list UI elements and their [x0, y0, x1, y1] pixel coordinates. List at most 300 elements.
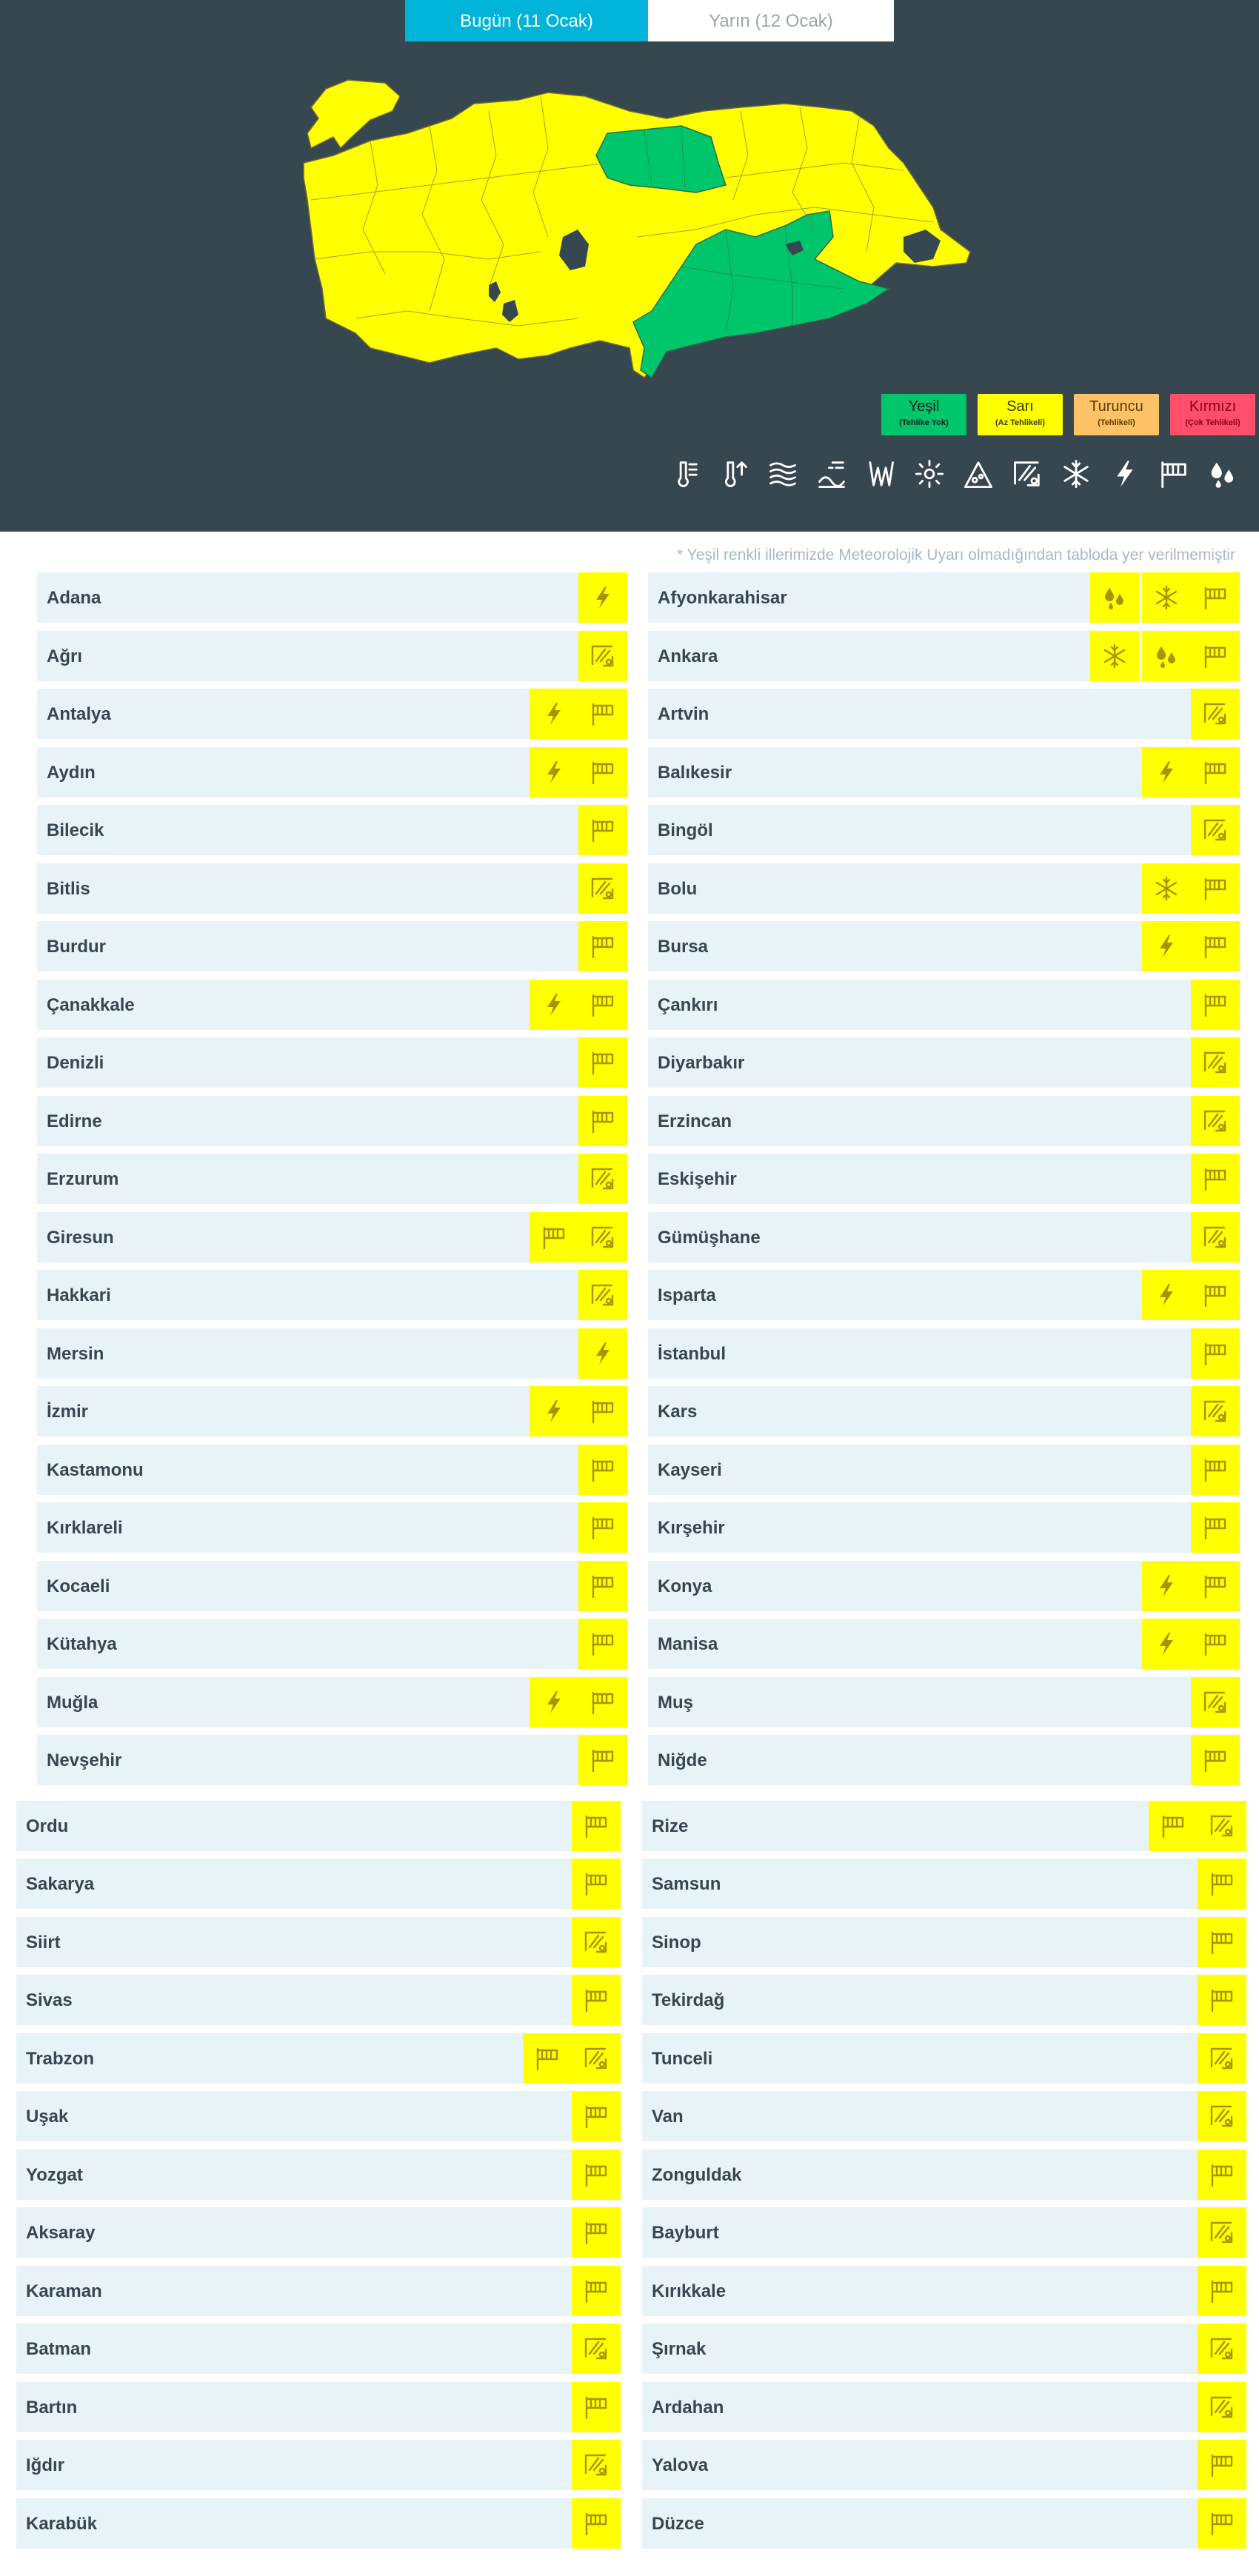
thunderstorm-icon[interactable] — [530, 1386, 578, 1436]
province-row[interactable] — [37, 1270, 627, 1320]
province-warning-icons — [1198, 1975, 1246, 2025]
dust-icon[interactable] — [915, 459, 947, 496]
snowflake-icon[interactable] — [1090, 631, 1139, 681]
province-name: Bursa — [658, 937, 709, 957]
province-row[interactable] — [648, 1502, 1240, 1553]
province-name: Şırnak — [652, 2339, 707, 2359]
wind-icon[interactable] — [1191, 1328, 1240, 1379]
province-row[interactable] — [648, 572, 1240, 623]
province-name: Bitlis — [47, 878, 90, 899]
legend-label: Kırmızı — [1189, 398, 1237, 415]
province-warning-icons — [527, 689, 627, 739]
header-panel — [0, 0, 1259, 532]
province-name: Rize — [652, 1816, 689, 1836]
thunderstorm-icon[interactable] — [1142, 1619, 1191, 1669]
wind-icon[interactable] — [578, 1677, 627, 1727]
wind-icon[interactable] — [578, 921, 627, 971]
province-warning-icons — [1198, 2207, 1246, 2258]
snowflake-icon[interactable] — [1142, 572, 1191, 623]
province-warning-icons — [578, 1561, 627, 1611]
province-name: Kocaeli — [47, 1576, 110, 1596]
turkey-warning-map[interactable] — [281, 67, 1007, 392]
snowflake-icon[interactable] — [1142, 863, 1191, 914]
rain-icon[interactable] — [1208, 459, 1240, 496]
province-name: İstanbul — [658, 1343, 727, 1364]
province-row[interactable] — [37, 980, 627, 1030]
thunderstorm-icon[interactable] — [578, 572, 627, 623]
province-warning-icons — [572, 1859, 621, 1909]
province-name: Hakkari — [47, 1285, 111, 1305]
wind-icon[interactable] — [1198, 2266, 1246, 2316]
province-row[interactable] — [16, 2033, 621, 2084]
province-name: Edirne — [47, 1111, 102, 1131]
province-warning-icons — [578, 1735, 627, 1785]
province-name: Nevşehir — [47, 1750, 122, 1770]
province-warning-icons — [1191, 1328, 1240, 1379]
province-name: Iğdır — [26, 2455, 64, 2475]
province-warning-icons — [572, 1917, 621, 1967]
province-row[interactable] — [648, 1328, 1240, 1379]
province-row[interactable] — [16, 2207, 621, 2258]
province-warning-icons — [1191, 805, 1240, 855]
province-row[interactable] — [648, 1677, 1240, 1727]
wind-icon[interactable] — [1159, 459, 1192, 496]
province-row[interactable] — [648, 689, 1240, 739]
province-warning-icons — [1191, 1212, 1240, 1262]
wind-icon[interactable] — [572, 2150, 621, 2200]
province-name: Manisa — [658, 1634, 718, 1654]
province-warning-icons — [1087, 631, 1240, 681]
wind-icon[interactable] — [578, 1096, 627, 1146]
snow-melt-icon[interactable] — [1198, 2033, 1246, 2084]
province-row[interactable] — [648, 980, 1240, 1030]
wind-icon[interactable] — [1198, 2498, 1246, 2549]
thunderstorm-icon[interactable] — [530, 689, 578, 739]
wind-icon[interactable] — [1191, 1735, 1240, 1785]
province-name: Afyonkarahisar — [658, 588, 787, 608]
wind-icon[interactable] — [572, 2091, 621, 2141]
thunderstorm-icon[interactable] — [1142, 1270, 1191, 1320]
province-name: Eskişehir — [658, 1169, 737, 1189]
province-name: Samsun — [652, 1874, 721, 1894]
province-name: Diyarbakır — [658, 1053, 745, 1073]
snow-melt-icon[interactable] — [1198, 2382, 1246, 2432]
province-row[interactable] — [16, 1801, 621, 1851]
province-warning-icons — [572, 2266, 621, 2316]
province-row[interactable] — [648, 1212, 1240, 1262]
province-row[interactable] — [642, 2440, 1246, 2490]
wind-icon[interactable] — [1198, 1859, 1246, 1909]
province-warning-icons — [572, 2440, 621, 2490]
province-name: Balıkesir — [658, 762, 732, 783]
province-row[interactable] — [648, 1096, 1240, 1146]
province-row[interactable] — [16, 2266, 621, 2316]
snow-melt-icon[interactable] — [1191, 1037, 1240, 1088]
province-name: Ordu — [26, 1816, 69, 1836]
tab-tomorrow[interactable]: Yarın (12 Ocak) — [648, 0, 894, 41]
rain-icon[interactable] — [1142, 631, 1191, 681]
wind-icon[interactable] — [1191, 572, 1240, 623]
province-row[interactable] — [16, 2440, 621, 2490]
province-name: Van — [652, 2107, 684, 2127]
province-warning-icons — [578, 863, 627, 914]
province-warning-icons — [1191, 1735, 1240, 1785]
province-row[interactable] — [37, 1328, 627, 1379]
province-row[interactable] — [16, 1859, 621, 1909]
province-row[interactable] — [37, 1561, 627, 1611]
wind-icon[interactable] — [1191, 1154, 1240, 1204]
province-name: Tunceli — [652, 2048, 713, 2069]
province-warning-icons — [1139, 1561, 1240, 1611]
province-warning-icons — [1191, 689, 1240, 739]
province-warning-icons — [1191, 1677, 1240, 1727]
province-warning-icons — [527, 980, 627, 1030]
wind-icon[interactable] — [1191, 747, 1240, 797]
province-row[interactable] — [16, 1975, 621, 2025]
wind-icon[interactable] — [578, 980, 627, 1030]
province-warning-icons — [578, 1619, 627, 1669]
wind-icon[interactable] — [1191, 1270, 1240, 1320]
province-warning-icons — [572, 2382, 621, 2432]
snow-melt-icon[interactable] — [1191, 1677, 1240, 1727]
province-name: Yalova — [652, 2455, 709, 2475]
province-row[interactable] — [648, 1561, 1240, 1611]
province-row[interactable] — [648, 1270, 1240, 1320]
province-row[interactable] — [16, 1917, 621, 1967]
province-warning-icons — [578, 1502, 627, 1553]
province-warning-icons — [578, 572, 627, 623]
province-row[interactable] — [16, 2382, 621, 2432]
province-row[interactable] — [642, 2091, 1246, 2141]
province-warning-icons — [527, 1212, 627, 1262]
avalanche-icon[interactable] — [964, 459, 996, 496]
snow-melt-icon[interactable] — [1198, 2207, 1246, 2258]
province-row[interactable] — [648, 631, 1240, 681]
thunderstorm-icon[interactable] — [1142, 747, 1191, 797]
province-name: Kütahya — [47, 1634, 117, 1654]
province-row[interactable] — [37, 1677, 627, 1727]
province-row[interactable] — [37, 1037, 627, 1088]
thunderstorm-icon[interactable] — [530, 747, 578, 797]
province-name: Gümüşhane — [658, 1227, 761, 1248]
wind-icon[interactable] — [578, 689, 627, 739]
province-name: Bingöl — [658, 820, 713, 840]
province-name: Trabzon — [26, 2048, 95, 2069]
province-name: Kars — [658, 1402, 698, 1422]
province-warning-icons — [1198, 1859, 1246, 1909]
province-name: Burdur — [47, 937, 106, 957]
province-name: Artvin — [658, 704, 709, 724]
thunderstorm-icon[interactable] — [1142, 921, 1191, 971]
wind-icon[interactable] — [578, 1037, 627, 1088]
wind-icon[interactable] — [572, 1801, 621, 1851]
snow-melt-icon[interactable] — [1191, 1212, 1240, 1262]
province-warning-icons — [1139, 747, 1240, 797]
province-warning-icons — [572, 2091, 621, 2141]
province-name: Uşak — [26, 2107, 69, 2127]
fog-icon[interactable] — [768, 459, 801, 496]
province-row[interactable] — [37, 1619, 627, 1669]
wind-icon[interactable] — [578, 747, 627, 797]
province-row[interactable] — [648, 747, 1240, 797]
snow-melt-icon[interactable] — [572, 1917, 621, 1967]
province-name: Niğde — [658, 1750, 707, 1770]
thunderstorm-icon[interactable] — [1110, 459, 1143, 496]
snow-melt-icon[interactable] — [1191, 1386, 1240, 1436]
province-name: Batman — [26, 2339, 92, 2359]
wind-icon[interactable] — [1191, 980, 1240, 1030]
province-warning-icons — [520, 2033, 621, 2084]
wind-icon[interactable] — [523, 2033, 572, 2084]
snow-melt-icon[interactable] — [1012, 459, 1045, 496]
province-warning-icons — [572, 1801, 621, 1851]
province-row[interactable] — [37, 1154, 627, 1204]
snow-melt-icon[interactable] — [1198, 2324, 1246, 2374]
province-name: Sivas — [26, 1990, 73, 2010]
province-row[interactable] — [642, 1859, 1246, 1909]
thunderstorm-icon[interactable] — [530, 980, 578, 1030]
province-row[interactable] — [642, 1975, 1246, 2025]
wind-icon[interactable] — [1198, 1917, 1246, 1967]
province-warning-icons — [578, 921, 627, 971]
province-row[interactable] — [37, 747, 627, 797]
province-row[interactable] — [642, 1917, 1246, 1967]
province-row[interactable] — [642, 2207, 1246, 2258]
province-name: Isparta — [658, 1285, 716, 1305]
wind-icon[interactable] — [572, 2207, 621, 2258]
hot-thermometer-icon[interactable] — [670, 459, 703, 496]
wind-icon[interactable] — [530, 1212, 578, 1262]
province-warning-icons — [1198, 2324, 1246, 2374]
province-name: Muğla — [47, 1692, 98, 1713]
province-name: Bartın — [26, 2397, 78, 2418]
snow-melt-icon[interactable] — [578, 1212, 627, 1262]
province-row[interactable] — [16, 2091, 621, 2141]
province-row[interactable] — [642, 1801, 1246, 1851]
province-name: Muş — [658, 1692, 693, 1713]
province-warning-icons — [578, 631, 627, 681]
frost-icon[interactable] — [866, 459, 898, 496]
wind-icon[interactable] — [578, 1502, 627, 1553]
province-warning-icons — [572, 2207, 621, 2258]
wind-icon[interactable] — [578, 1619, 627, 1669]
snow-melt-icon[interactable] — [1198, 2091, 1246, 2141]
province-name: Karaman — [26, 2281, 102, 2301]
province-warning-icons — [1139, 1619, 1240, 1669]
province-name: Kastamonu — [47, 1459, 144, 1480]
legend-orange — [1074, 394, 1159, 435]
province-row[interactable] — [37, 805, 627, 855]
wind-icon[interactable] — [1191, 1445, 1240, 1495]
province-warning-icons — [1191, 1154, 1240, 1204]
province-name: Sinop — [652, 1932, 701, 1953]
wind-icon[interactable] — [572, 1975, 621, 2025]
province-row[interactable] — [648, 1735, 1240, 1785]
footnote: * Yeşil renkli illerimizde Meteorolojik Uyarı olmadığından tabloda yer verilmemiştir — [677, 546, 1235, 563]
snow-melt-icon[interactable] — [578, 631, 627, 681]
province-row[interactable] — [16, 2498, 621, 2549]
cold-thermometer-icon[interactable] — [719, 459, 752, 496]
province-name: Çankırı — [658, 994, 718, 1015]
legend-label: Sarı — [1006, 398, 1034, 415]
thunderstorm-icon[interactable] — [530, 1677, 578, 1727]
legend-sub: (Tehlike Yok) — [899, 418, 949, 427]
legend-yellow — [978, 394, 1063, 435]
thunderstorm-icon[interactable] — [1142, 1561, 1191, 1611]
province-name: Yozgat — [26, 2164, 83, 2185]
wind-icon[interactable] — [572, 2498, 621, 2549]
province-name: Çanakkale — [47, 994, 135, 1015]
province-row[interactable] — [642, 2150, 1246, 2200]
province-name: Denizli — [47, 1053, 104, 1073]
province-name: Ağrı — [47, 646, 82, 666]
rain-icon[interactable] — [1090, 572, 1139, 623]
province-row[interactable] — [648, 805, 1240, 855]
province-warning-icons — [578, 1154, 627, 1204]
province-row[interactable] — [16, 2150, 621, 2200]
wind-icon[interactable] — [578, 805, 627, 855]
province-row[interactable] — [648, 1154, 1240, 1204]
province-name: Kayseri — [658, 1459, 722, 1480]
province-row[interactable] — [642, 2498, 1246, 2549]
province-warning-icons — [527, 747, 627, 797]
snow-melt-icon[interactable] — [1191, 689, 1240, 739]
province-warning-icons — [1198, 2266, 1246, 2316]
wind-icon[interactable] — [572, 2266, 621, 2316]
wind-icon[interactable] — [1191, 921, 1240, 971]
province-name: Zonguldak — [652, 2164, 742, 2185]
province-row[interactable] — [642, 2324, 1246, 2374]
province-name: Bolu — [658, 878, 698, 899]
province-row[interactable] — [642, 2033, 1246, 2084]
wind-icon[interactable] — [578, 1445, 627, 1495]
province-row[interactable] — [648, 921, 1240, 971]
province-name: Ankara — [658, 646, 718, 666]
province-row[interactable] — [37, 1096, 627, 1146]
province-warning-icons — [1146, 1801, 1246, 1851]
province-row[interactable] — [648, 863, 1240, 914]
province-name: Ardahan — [652, 2397, 724, 2418]
snow-melt-icon[interactable] — [578, 1154, 627, 1204]
province-warning-icons — [578, 1445, 627, 1495]
wind-icon[interactable] — [1198, 1975, 1246, 2025]
province-row[interactable] — [642, 2266, 1246, 2316]
province-warning-icons — [1139, 863, 1240, 914]
province-warning-icons — [527, 1677, 627, 1727]
province-name: Karabük — [26, 2513, 98, 2534]
province-name: Antalya — [47, 704, 111, 724]
wind-icon[interactable] — [578, 1735, 627, 1785]
province-warning-icons — [1198, 2033, 1246, 2084]
province-name: Mersin — [47, 1343, 104, 1364]
province-warning-icons — [572, 2324, 621, 2374]
snow-melt-icon[interactable] — [572, 2324, 621, 2374]
province-warning-icons — [1198, 2440, 1246, 2490]
thunderstorm-icon[interactable] — [578, 1328, 627, 1379]
province-warning-icons — [1191, 1037, 1240, 1088]
legend-label: Turuncu — [1089, 398, 1143, 415]
province-name: Tekirdağ — [652, 1990, 725, 2010]
province-name: Siirt — [26, 1932, 61, 1953]
province-warning-icons — [1139, 921, 1240, 971]
province-warning-icons — [1191, 1502, 1240, 1553]
province-row[interactable] — [37, 572, 627, 623]
wind-icon[interactable] — [1191, 1502, 1240, 1553]
province-warning-icons — [1198, 2091, 1246, 2141]
wind-icon[interactable] — [1191, 1561, 1240, 1611]
snow-melt-icon[interactable] — [572, 2440, 621, 2490]
province-row[interactable] — [648, 1619, 1240, 1669]
wind-icon[interactable] — [1191, 631, 1240, 681]
wind-icon[interactable] — [572, 2382, 621, 2432]
wind-icon[interactable] — [1191, 863, 1240, 914]
province-warning-icons — [1087, 572, 1240, 623]
storm-waves-icon[interactable] — [817, 459, 849, 496]
province-warning-icons — [578, 1328, 627, 1379]
province-row[interactable] — [37, 1735, 627, 1785]
snow-melt-icon[interactable] — [1191, 805, 1240, 855]
province-row[interactable] — [37, 1386, 627, 1436]
province-warning-icons — [572, 2498, 621, 2549]
province-row[interactable] — [648, 1445, 1240, 1495]
snow-melt-icon[interactable] — [572, 2033, 621, 2084]
province-row[interactable] — [37, 921, 627, 971]
province-name: Aksaray — [26, 2223, 96, 2243]
province-name: Sakarya — [26, 1874, 95, 1894]
province-warning-icons — [578, 1270, 627, 1320]
wind-icon[interactable] — [578, 1386, 627, 1436]
wind-icon[interactable] — [572, 1859, 621, 1909]
province-name: Giresun — [47, 1227, 114, 1248]
province-warning-icons — [578, 1096, 627, 1146]
province-warning-icons — [1191, 980, 1240, 1030]
province-warning-icons — [578, 1037, 627, 1088]
province-name: İzmir — [47, 1402, 89, 1422]
wind-icon[interactable] — [1198, 2150, 1246, 2200]
province-warning-icons — [1139, 1270, 1240, 1320]
province-warning-icons — [1191, 1386, 1240, 1436]
snow-melt-icon[interactable] — [1198, 1801, 1246, 1851]
province-row[interactable] — [642, 2382, 1246, 2432]
wind-icon[interactable] — [1191, 1619, 1240, 1669]
province-row[interactable] — [648, 1037, 1240, 1088]
province-warning-icons — [527, 1386, 627, 1436]
snow-melt-icon[interactable] — [578, 863, 627, 914]
province-row[interactable] — [37, 689, 627, 739]
tab-today[interactable]: Bugün (11 Ocak) — [405, 0, 648, 41]
province-row[interactable] — [37, 1212, 627, 1262]
province-row[interactable] — [37, 863, 627, 914]
province-row[interactable] — [37, 1502, 627, 1553]
legend-sub: (Az Tehlikeli) — [995, 418, 1046, 427]
province-row[interactable] — [37, 1445, 627, 1495]
province-warning-icons — [1198, 2498, 1246, 2549]
province-warning-icons — [1191, 1445, 1240, 1495]
province-name: Düzce — [652, 2513, 704, 2534]
snow-melt-icon[interactable] — [578, 1270, 627, 1320]
wind-icon[interactable] — [1198, 2440, 1246, 2490]
province-name: Konya — [658, 1576, 712, 1596]
wind-icon[interactable] — [1149, 1801, 1198, 1851]
province-row[interactable] — [37, 631, 627, 681]
snowflake-icon[interactable] — [1061, 459, 1094, 496]
province-name: Kırşehir — [658, 1518, 725, 1538]
province-row[interactable] — [16, 2324, 621, 2374]
province-row[interactable] — [648, 1386, 1240, 1436]
snow-melt-icon[interactable] — [1191, 1096, 1240, 1146]
wind-icon[interactable] — [578, 1561, 627, 1611]
province-name: Aydın — [47, 762, 96, 783]
